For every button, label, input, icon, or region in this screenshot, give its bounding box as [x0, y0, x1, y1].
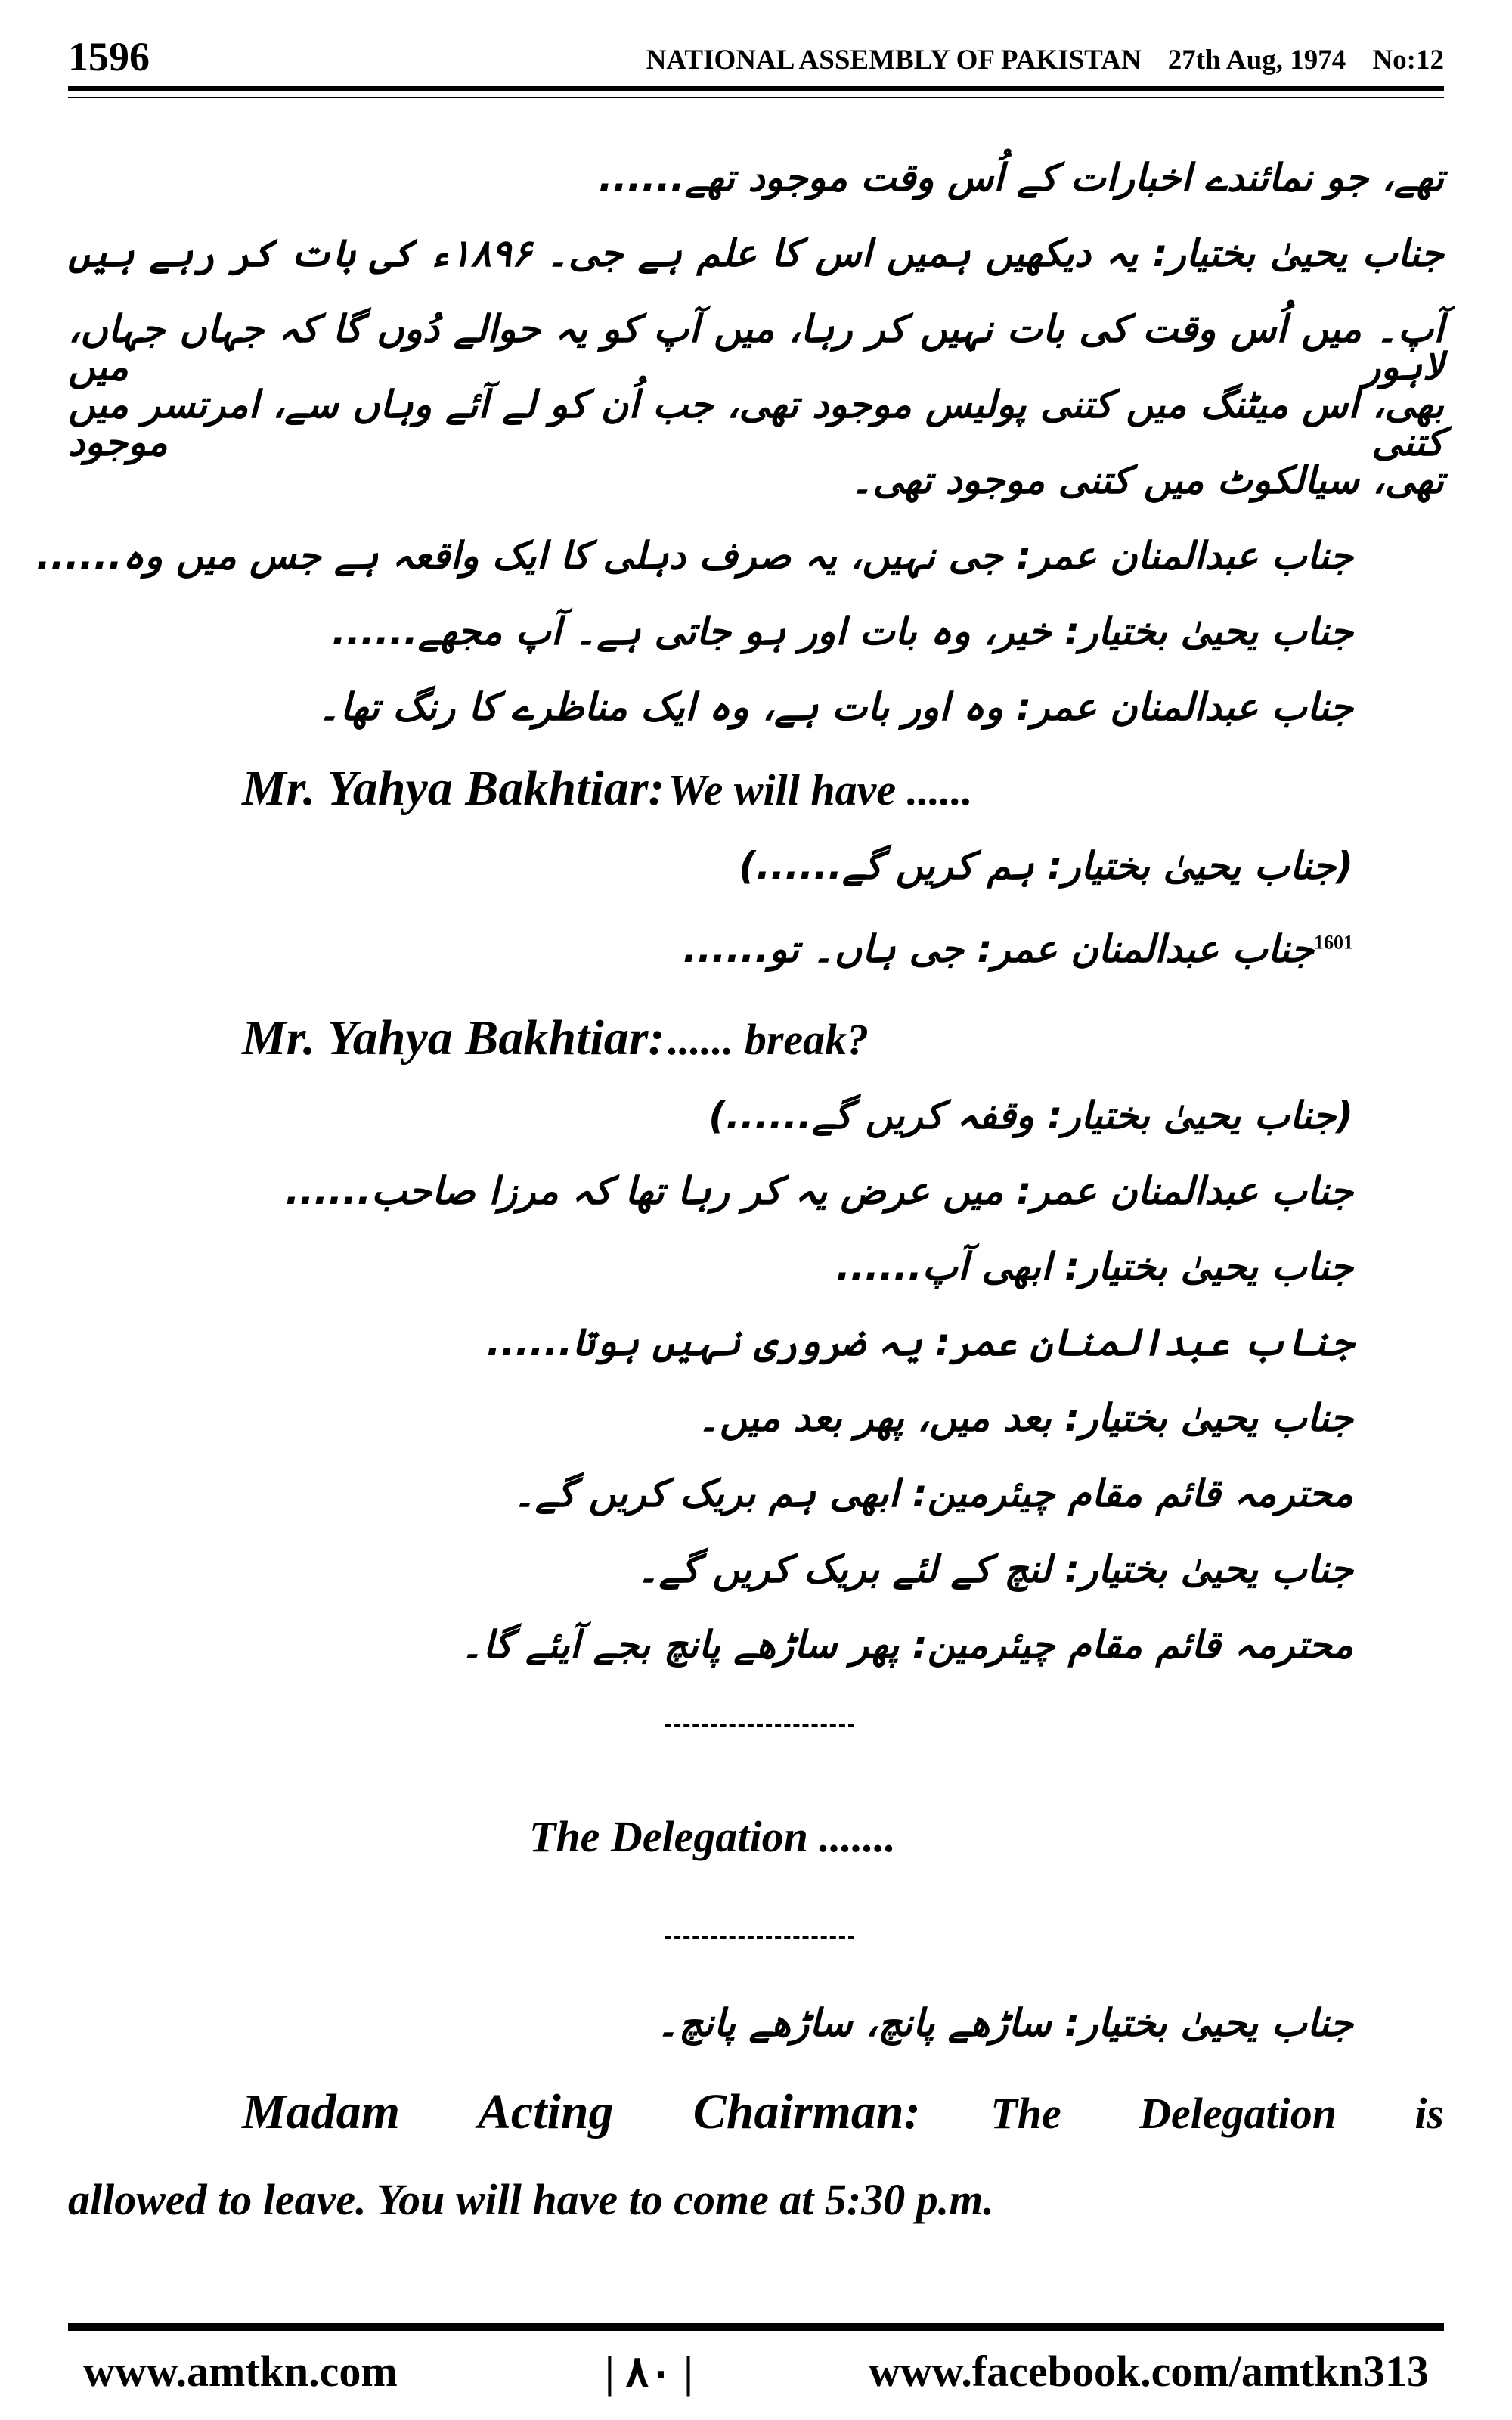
- urdu-line-10: [683, 927, 1353, 971]
- publication-name: NATIONAL ASSEMBLY OF PAKISTAN: [646, 45, 1142, 76]
- urdu-line-14: جناب عبدالمنان عمر: یہ ضروری نہیں ہوتا......: [486, 1320, 1353, 1364]
- urdu-line-19: جناب یحییٰ بختیار: ساڑھے پانچ، ساڑھے پانچ۔: [656, 2001, 1353, 2045]
- statement-text: We will have ......: [668, 765, 973, 814]
- page-marker-1601: 1601: [1314, 931, 1353, 954]
- urdu-line-8: جناب عبدالمنان عمر: وہ اور بات ہے، وہ ایک مناظرے کا رنگ تھا۔: [318, 685, 1353, 729]
- header-date: 27th Aug, 1974: [1167, 45, 1346, 76]
- urdu-line-5: تھی، سیالکوٹ میں کتنی موجود تھی۔: [850, 458, 1444, 502]
- urdu-line-16: محترمہ قائم مقام چیئرمین: ابھی ہم بریک کریں گے۔: [513, 1472, 1353, 1516]
- speaker-name: Mr. Yahya Bakhtiar:: [242, 1010, 665, 1066]
- urdu-line-10-text: جناب عبدالمنان عمر: جی ہاں۔ تو......: [683, 927, 1314, 971]
- english-statement-1: [242, 761, 973, 816]
- urdu-line-12: جناب عبدالمنان عمر: میں عرض یہ کر رہا تھا کہ مرزا صاحب......: [285, 1169, 1353, 1213]
- urdu-line-6: جناب عبدالمنان عمر: جی نہیں، یہ صرف دہلی کا ایک واقعہ ہے جس میں وہ......: [36, 534, 1353, 578]
- english-statement-3: [242, 2084, 1445, 2139]
- urdu-line-18: محترمہ قائم مقام چیئرمین: پھر ساڑھے پانچ بجے آیئے گا۔: [460, 1623, 1353, 1667]
- urdu-line-7: جناب یحییٰ بختیار: خیر، وہ بات اور ہو جاتی ہے۔ آپ مجھے......: [331, 610, 1353, 653]
- page-footer: [83, 2346, 1429, 2399]
- footer-rule: [68, 2323, 1444, 2331]
- header-title: [627, 44, 1444, 76]
- urdu-line-3: آپ۔ میں اُس وقت کی بات نہیں کر رہا، میں آپ کو یہ حوالے دُوں گا کہ جہاں جہاں، لاہور میں: [68, 307, 1444, 389]
- separator-top: [665, 1724, 854, 1727]
- english-statement-3-cont: allowed to leave. You will have to come at 5:30 p.m.: [68, 2175, 994, 2224]
- page-number: 1596: [68, 34, 150, 79]
- urdu-line-17: جناب یحییٰ بختیار: لنچ کے لئے بریک کریں گے۔: [637, 1547, 1353, 1591]
- separator-bottom: [665, 1936, 854, 1939]
- page-header: [68, 33, 1444, 82]
- facebook-link[interactable]: www.facebook.com/amtkn313: [868, 2347, 1429, 2396]
- statement-text: ...... break?: [668, 1015, 869, 1064]
- urdu-line-13: جناب یحییٰ بختیار: ابھی آپ......: [835, 1245, 1353, 1289]
- urdu-line-9: (جناب یحییٰ بختیار: ہم کریں گے......): [739, 844, 1353, 888]
- urdu-line-11: (جناب یحییٰ بختیار: وقفہ کریں گے......): [708, 1094, 1353, 1137]
- footer-page-number: | ۸۰ |: [605, 2347, 693, 2397]
- header-rule: [68, 86, 1444, 98]
- urdu-line-4: بھی، اس میٹنگ میں کتنی پولیس موجود تھی، جب اُن کو لے آئے وہاں سے، امرتسر میں کتنی موجود: [68, 383, 1444, 464]
- speaker-name: Madam Acting Chairman:: [242, 2084, 921, 2139]
- urdu-line-1: تھے، جو نمائندے اخبارات کے اُس وقت موجود تھے......: [598, 156, 1444, 200]
- speaker-name: Mr. Yahya Bakhtiar:: [242, 761, 665, 816]
- urdu-line-2: جناب یحییٰ بختیار: یہ دیکھیں ہمیں اس کا علم ہے جی۔ ۱۸۹۶ء کی بات کر رہے ہیں: [68, 231, 1444, 275]
- statement-text: The Delegation is: [990, 2089, 1445, 2138]
- english-statement-2: [242, 1010, 869, 1066]
- urdu-line-15: جناب یحییٰ بختیار: بعد میں، پھر بعد میں۔: [697, 1396, 1353, 1440]
- delegation-heading: The Delegation .......: [529, 1812, 896, 1861]
- website-link[interactable]: www.amtkn.com: [83, 2347, 398, 2396]
- header-issue: No:12: [1372, 45, 1444, 76]
